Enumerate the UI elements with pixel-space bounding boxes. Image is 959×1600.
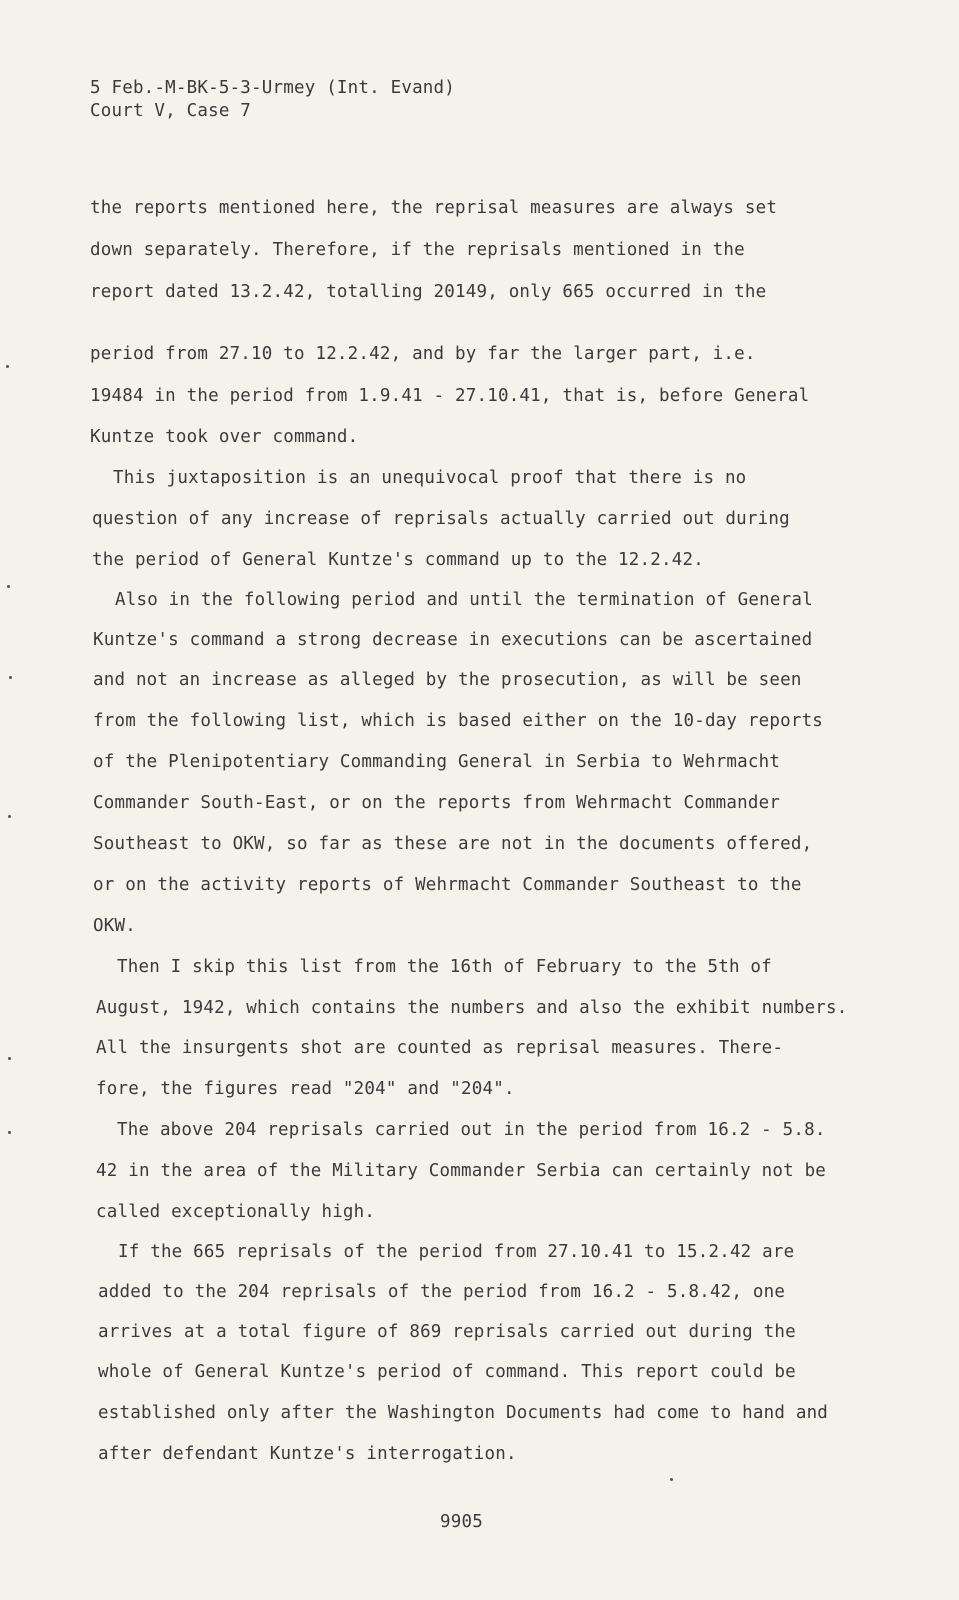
scan-mark: [9, 676, 12, 679]
text-line: whole of General Kuntze's period of command. This report could be: [98, 1362, 796, 1382]
scan-mark: [6, 365, 9, 368]
scan-mark: [8, 1131, 11, 1134]
text-line: This juxtaposition is an unequivocal proof that there is no: [113, 468, 747, 488]
text-line: All the insurgents shot are counted as reprisal measures. There-: [96, 1038, 784, 1058]
text-line: Then I skip this list from the 16th of February to the 5th of: [117, 957, 772, 977]
text-line: question of any increase of reprisals actually carried out during: [92, 509, 790, 529]
text-line: from the following list, which is based either on the 10-day reports: [93, 711, 824, 731]
text-line: arrives at a total figure of 869 reprisals carried out during the: [98, 1322, 796, 1342]
text-line: of the Plenipotentiary Commanding General in Serbia to Wehrmacht: [93, 752, 781, 772]
header-reference: 5 Feb.-M-BK-5-3-Urmey (Int. Evand): [90, 78, 456, 98]
text-line: Kuntze's command a strong decrease in executions can be ascertained: [93, 630, 813, 650]
text-line: OKW.: [93, 916, 136, 936]
text-line: established only after the Washington Documents had come to hand and: [98, 1403, 829, 1423]
text-line: 19484 in the period from 1.9.41 - 27.10.41, that is, before General: [90, 386, 810, 406]
text-line: 42 in the area of the Military Commander Serbia can certainly not be: [96, 1161, 827, 1181]
text-line: If the 665 reprisals of the period from 27.10.41 to 15.2.42 are: [118, 1242, 795, 1262]
text-line: the reports mentioned here, the reprisal measures are always set: [90, 198, 778, 218]
text-line: and not an increase as alleged by the prosecution, as will be seen: [93, 670, 802, 690]
text-line: called exceptionally high.: [96, 1202, 376, 1222]
text-line: August, 1942, which contains the numbers and also the exhibit numbers.: [96, 998, 848, 1018]
scan-mark: [8, 815, 11, 818]
text-line: Kuntze took over command.: [90, 427, 359, 447]
text-line: the period of General Kuntze's command up to the 12.2.42.: [92, 550, 704, 570]
header-court-case: Court V, Case 7: [90, 101, 252, 121]
scan-mark: [670, 1478, 673, 1481]
text-line: The above 204 reprisals carried out in the period from 16.2 - 5.8.: [117, 1120, 826, 1140]
text-line: after defendant Kuntze's interrogation.: [98, 1444, 517, 1464]
scan-mark: [8, 1057, 11, 1060]
scan-mark: [7, 585, 10, 588]
text-line: fore, the figures read "204" and "204".: [96, 1079, 515, 1099]
document-header: [90, 77, 455, 123]
text-line: or on the activity reports of Wehrmacht Commander Southeast to the: [93, 875, 802, 895]
text-line: added to the 204 reprisals of the period from 16.2 - 5.8.42, one: [98, 1282, 786, 1302]
text-line: period from 27.10 to 12.2.42, and by far the larger part, i.e.: [90, 344, 756, 364]
text-line: Also in the following period and until the termination of General: [115, 590, 813, 610]
text-line: down separately. Therefore, if the reprisals mentioned in the: [90, 240, 745, 260]
text-line: Southeast to OKW, so far as these are not in the documents offered,: [93, 834, 813, 854]
page-number: 9905: [440, 1512, 483, 1532]
text-line: report dated 13.2.42, totalling 20149, only 665 occurred in the: [90, 282, 767, 302]
text-line: Commander South-East, or on the reports from Wehrmacht Commander: [93, 793, 781, 813]
